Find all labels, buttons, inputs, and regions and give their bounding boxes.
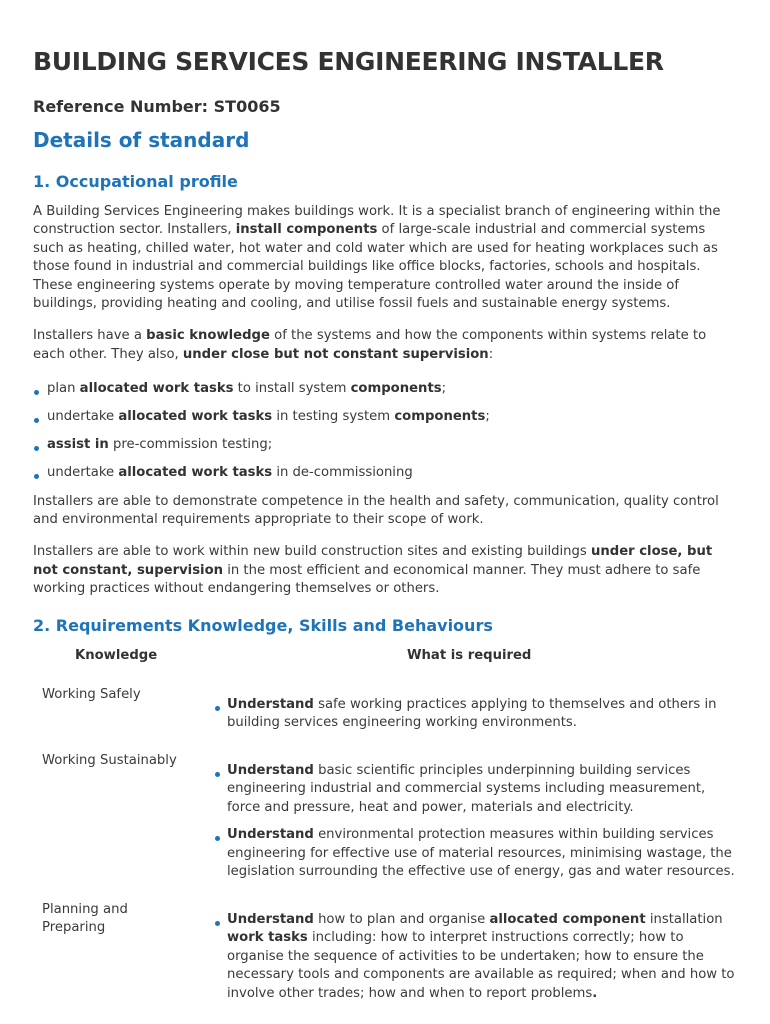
emphasis-text: allocated work tasks	[79, 381, 234, 397]
requirements-cell	[227, 752, 737, 881]
section1-paragraph-4: Installers are able to work within new build construction sites and existing buildings under close, but not constant, supervision in the most efficient and economical manner. They must adhere to safe working practices without endangering themselves or others.	[33, 544, 713, 597]
emphasis-text: allocated work tasks	[118, 465, 273, 481]
requirements-cell	[227, 901, 737, 1003]
reference-number: Reference Number: ST0065	[33, 97, 281, 116]
list-item: undertake allocated work tasks in testing system components;	[33, 408, 738, 426]
emphasis-text: Understand	[227, 912, 314, 927]
emphasis-text: components	[350, 381, 442, 397]
knowledge-label: Planning and Preparing	[42, 902, 128, 936]
emphasis-text: under close but not constant supervision	[182, 346, 489, 362]
section1-heading: 1. Occupational profile	[33, 172, 238, 191]
knowledge-label: Working Sustainably	[42, 753, 177, 768]
section2-heading: 2. Requirements Knowledge, Skills and Behaviours	[33, 616, 493, 635]
emphasis-text: Understand	[227, 827, 314, 843]
emphasis-text: assist in	[47, 437, 109, 453]
column-header-required: What is required	[407, 648, 532, 663]
emphasis-text: Understand	[227, 763, 314, 778]
requirement-item: Understand how to plan and organise allocated component installation work tasks including: how to interpret instructions correctly; how to organise the sequence of activities to be undertaken; how to ensure the necessary tools and components are available as required; when and how to involve other trades; how and when to report problems.	[227, 911, 737, 1003]
emphasis-text: components	[394, 409, 486, 425]
list-item: undertake allocated work tasks in de-commissioning	[33, 464, 738, 482]
emphasis-text: allocated work tasks	[118, 409, 273, 425]
requirement-item: Understand basic scientific principles underpinning building services engineering industrial and commercial systems including measurement, force and pressure, heat and power, materials and electricity.	[227, 762, 737, 817]
column-header-knowledge: Knowledge	[75, 648, 158, 663]
emphasis-text: basic knowledge	[146, 328, 270, 344]
emphasis-text: .	[592, 985, 598, 1001]
requirement-item: Understand environmental protection measures within building services engineering for effective use of material resources, minimising wastage, the legislation surrounding the effective use of energy, gas and water resources.	[227, 826, 737, 881]
section1-paragraph-3: Installers are able to demonstrate competence in the health and safety, communication, quality control and environmental requirements appropriate to their scope of work.	[33, 493, 719, 528]
page-title: BUILDING SERVICES ENGINEERING INSTALLER	[33, 47, 664, 76]
emphasis-text: Understand	[227, 697, 314, 712]
section1-body	[33, 203, 738, 599]
requirement-item: Understand safe working practices applying to themselves and others in building services engineering working environments.	[227, 696, 737, 733]
emphasis-text: install components	[235, 222, 378, 238]
duties-list	[33, 380, 738, 482]
knowledge-label: Working Safely	[42, 687, 141, 702]
emphasis-text: allocated component	[489, 912, 646, 927]
requirements-cell	[227, 686, 737, 733]
section1-paragraph-1: A Building Services Engineering makes buildings work. It is a specialist branch of engineering within the construction sector. Installers, install components of large-scale industrial and commercial systems such as heating, chilled water, hot water and cold water which are used for heating workplaces such as those found in industrial and commercial buildings like office blocks, factories, schools and hospitals. These engineering systems operate by moving temperature controlled water around the inside of buildings, providing heating and cooling, and utilise fossil fuels and sustainable energy systems.	[33, 204, 721, 312]
emphasis-text: under close, but not constant, supervision	[33, 544, 713, 578]
details-heading: Details of standard	[33, 128, 250, 152]
emphasis-text: work tasks	[227, 930, 308, 946]
section1-paragraph-2: Installers have a basic knowledge of the systems and how the components within systems relate to each other. They also, under close but not constant supervision:	[33, 328, 707, 362]
list-item: assist in pre-commission testing;	[33, 436, 738, 454]
list-item: plan allocated work tasks to install system components;	[33, 380, 738, 398]
